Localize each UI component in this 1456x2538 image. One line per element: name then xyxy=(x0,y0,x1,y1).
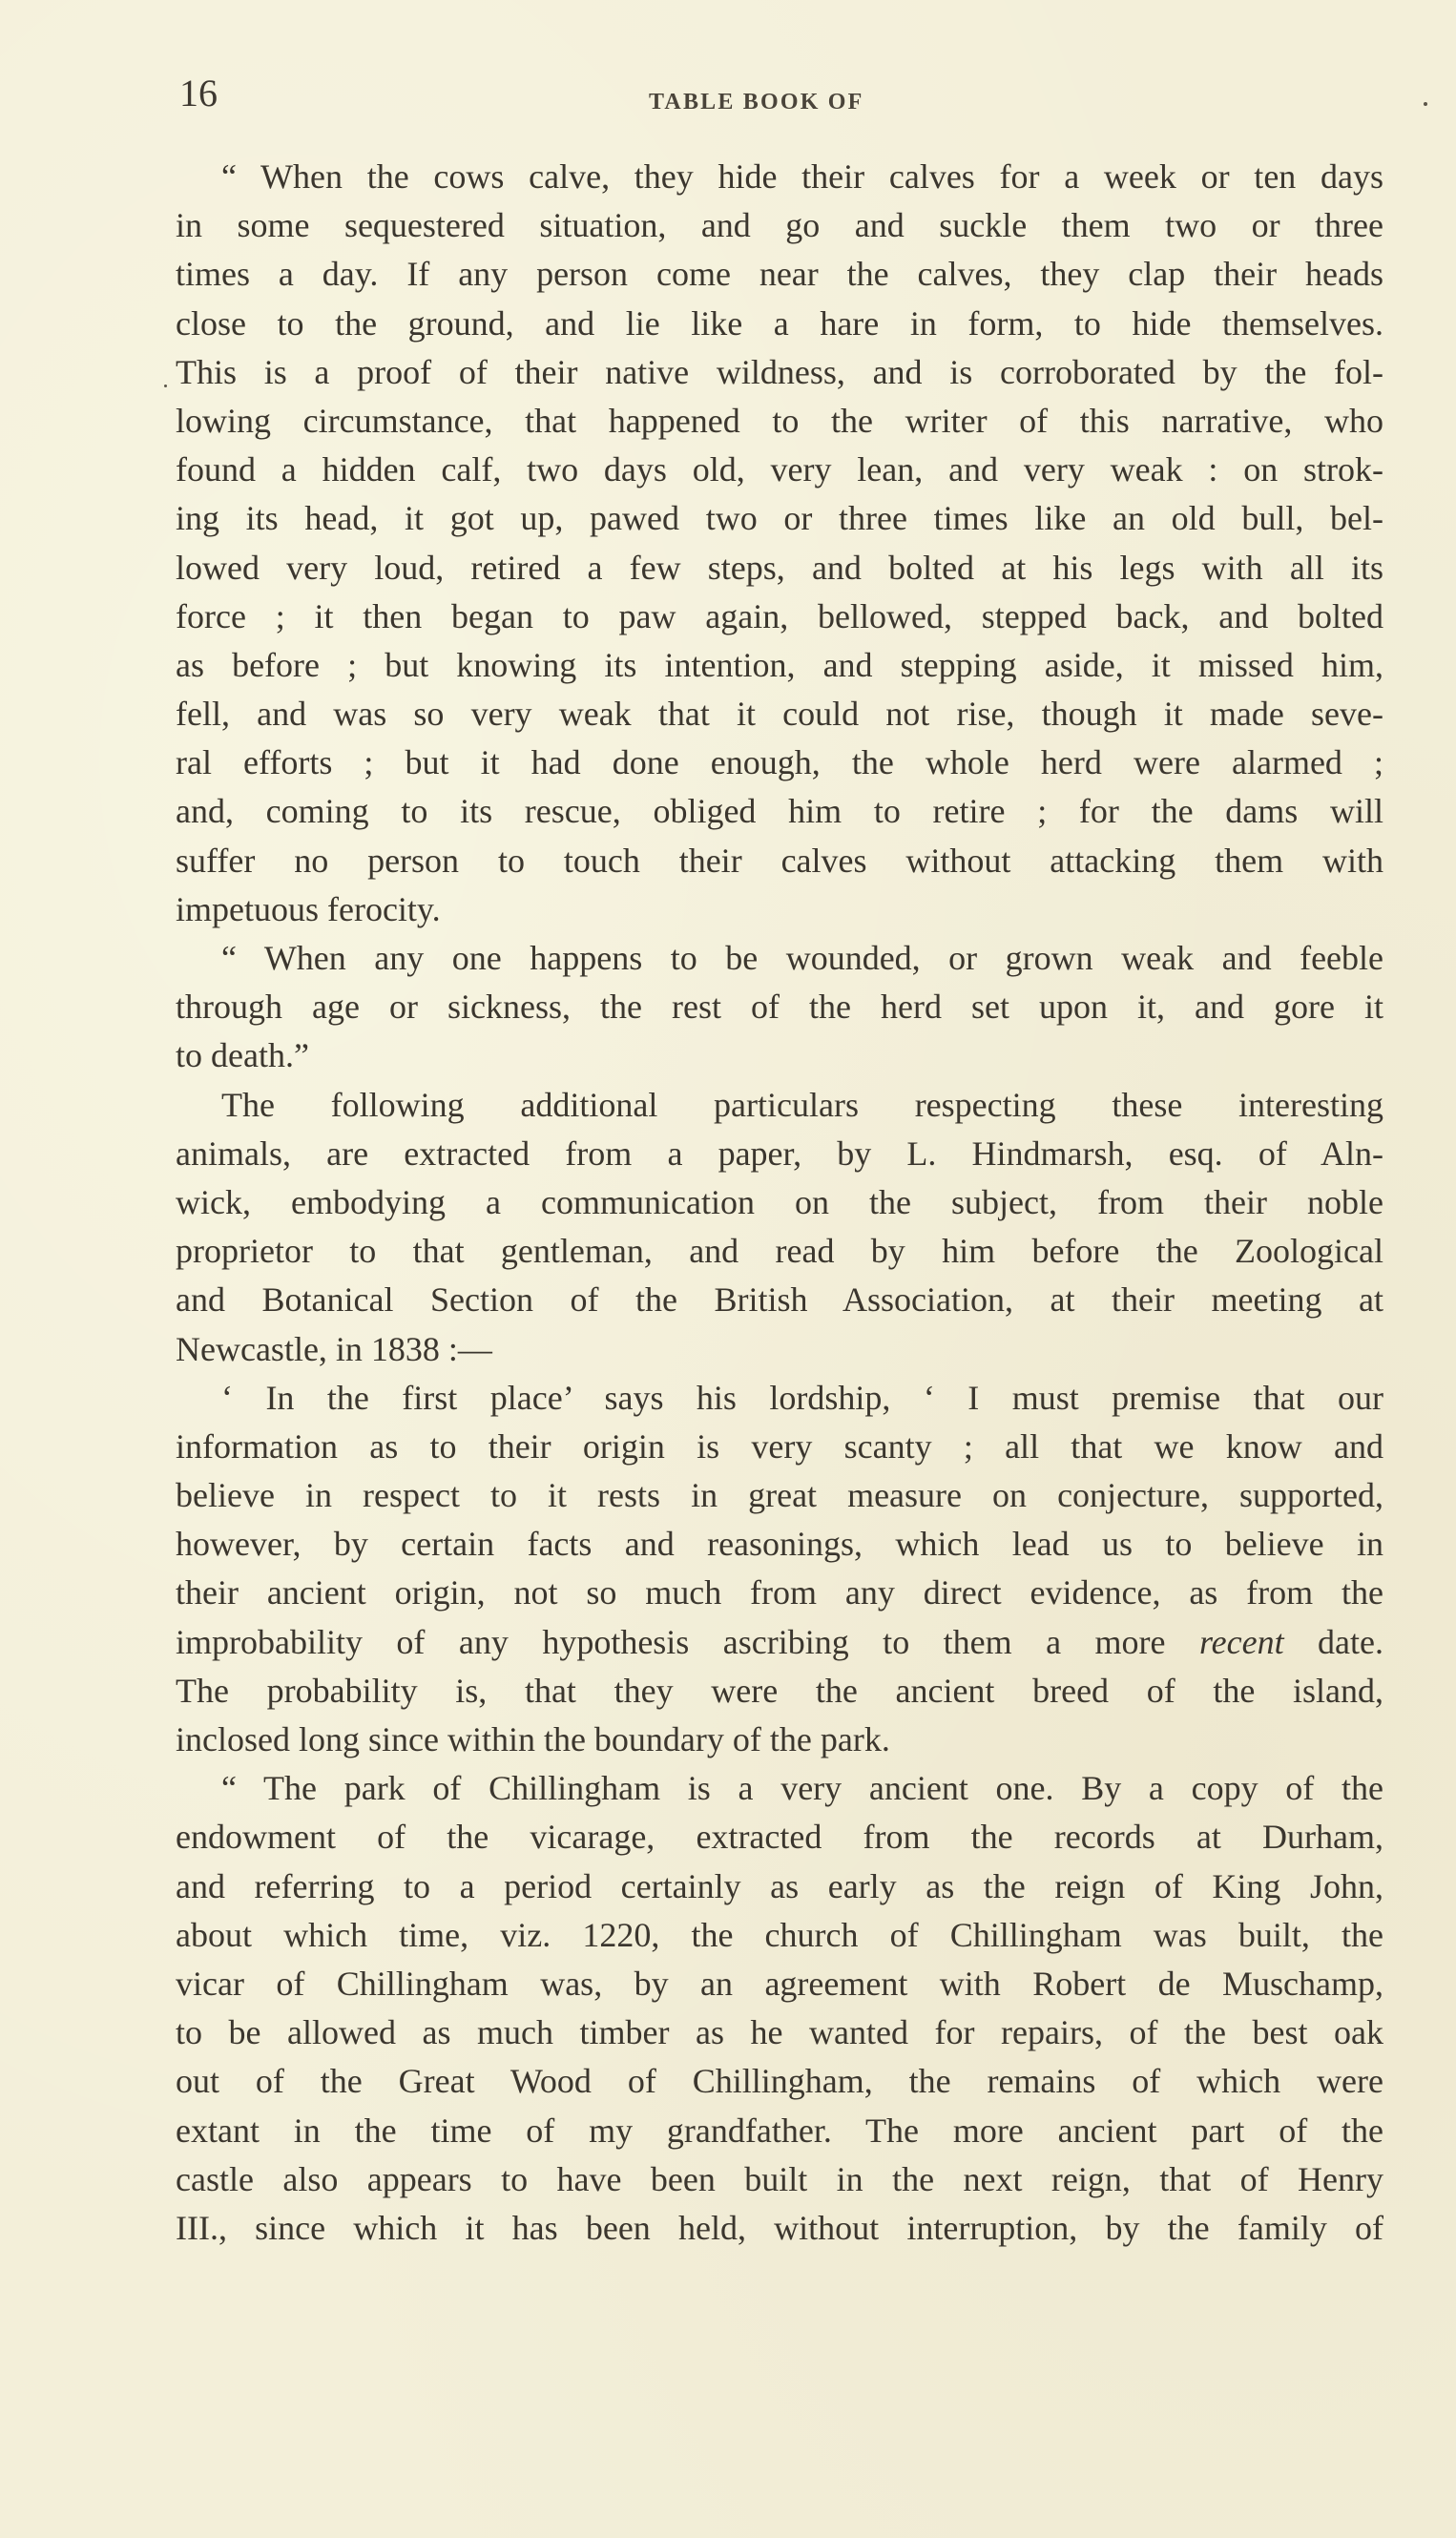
text-line: as before ; but knowing its intention, and stepping aside, it missed him, xyxy=(176,645,1383,684)
text-line: “ The park of Chillingham is a very ancient one. By a copy of the xyxy=(221,1769,1383,1808)
text-line: castle also appears to have been built in the next reign, that of Henry xyxy=(176,2159,1383,2198)
text-line: ral efforts ; but it had done enough, the whole herd were alarmed ; xyxy=(176,743,1383,782)
text-line: their ancient origin, not so much from any direct evidence, as from the xyxy=(176,1573,1383,1612)
text-line: and, coming to its rescue, obliged him to retire ; for the dams will xyxy=(176,792,1383,831)
text-line: ‘ In the first place’ says his lordship, ‘ I must premise that our xyxy=(221,1378,1383,1417)
text-line: animals, are extracted from a paper, by L. Hindmarsh, esq. of Aln- xyxy=(176,1134,1383,1173)
text-line: times a day. If any person come near the calves, they clap their heads xyxy=(176,255,1383,294)
text-span: date. xyxy=(1283,1622,1383,1661)
text-line: force ; it then began to paw again, bellowed, stepped back, and bolted xyxy=(176,596,1383,635)
ink-speck xyxy=(164,385,167,387)
running-head: TABLE BOOK OF xyxy=(649,90,864,114)
text-line: through age or sickness, the rest of the herd set upon it, and gore it xyxy=(176,988,1383,1027)
text-line xyxy=(176,1618,1383,1667)
page-number: 16 xyxy=(179,72,218,114)
text-line: believe in respect to it rests in great measure on conjecture, supported, xyxy=(176,1476,1383,1515)
text-line: fell, and was so very weak that it could not rise, though it made seve- xyxy=(176,695,1383,734)
text-line: inclosed long since within the boundary of the park. xyxy=(176,1720,890,1758)
text-line: however, by certain facts and reasonings, which lead us to believe in xyxy=(176,1525,1383,1564)
text-line: ing its head, it got up, pawed two or three times like an old bull, bel- xyxy=(176,499,1383,538)
italic-emphasis: recent xyxy=(1198,1622,1284,1661)
text-line: close to the ground, and lie like a hare in form, to hide themselves. xyxy=(176,303,1383,343)
text-line: The following additional particulars respecting these interesting xyxy=(221,1085,1383,1124)
text-line: in some sequestered situation, and go and suckle them two or three xyxy=(176,206,1383,245)
text-line: The probability is, that they were the ancient breed of the island, xyxy=(176,1671,1383,1710)
text-line: and Botanical Section of the British Association, at their meeting at xyxy=(176,1280,1383,1320)
text-line: “ When the cows calve, they hide their calves for a week or ten days xyxy=(221,157,1383,196)
text-line: to be allowed as much timber as he wanted for repairs, of the best oak xyxy=(176,2013,1383,2052)
text-line: lowed very loud, retired a few steps, and bolted at his legs with all its xyxy=(176,548,1383,587)
text-line: This is a proof of their native wildness, and is corroborated by the fol- xyxy=(176,352,1383,391)
text-line: out of the Great Wood of Chillingham, the remains of which were xyxy=(176,2062,1383,2101)
text-line: lowing circumstance, that happened to the writer of this narrative, who xyxy=(176,401,1383,440)
text-line: “ When any one happens to be wounded, or grown weak and feeble xyxy=(221,939,1383,977)
text-line: proprietor to that gentleman, and read by him before the Zoological xyxy=(176,1232,1383,1271)
text-line: about which time, viz. 1220, the church of Chillingham was built, the xyxy=(176,1915,1383,1954)
text-line: and referring to a period certainly as early as the reign of King John, xyxy=(176,1866,1383,1905)
text-line: Newcastle, in 1838 :— xyxy=(176,1329,492,1368)
text-span: improbability of any hypothesis ascribing to them a more xyxy=(176,1622,1199,1661)
text-line: endowment of the vicarage, extracted from the records at Durham, xyxy=(176,1818,1383,1857)
text-line: information as to their origin is very scanty ; all that we know and xyxy=(176,1426,1383,1466)
text-line: found a hidden calf, two days old, very lean, and very weak : on strok- xyxy=(176,450,1383,489)
text-line: to death.” xyxy=(176,1036,309,1075)
text-line: vicar of Chillingham was, by an agreement with Robert de Muschamp, xyxy=(176,1964,1383,2003)
text-line: impetuous ferocity. xyxy=(176,889,441,928)
text-line: extant in the time of my grandfather. The more ancient part of the xyxy=(176,2111,1383,2150)
body-text xyxy=(176,153,1383,2253)
text-line: suffer no person to touch their calves without attacking them with xyxy=(176,841,1383,880)
ink-speck xyxy=(1424,102,1427,106)
text-line: III., since which it has been held, without interruption, by the family of xyxy=(176,2208,1383,2247)
text-line: wick, embodying a communication on the subject, from their noble xyxy=(176,1182,1383,1221)
